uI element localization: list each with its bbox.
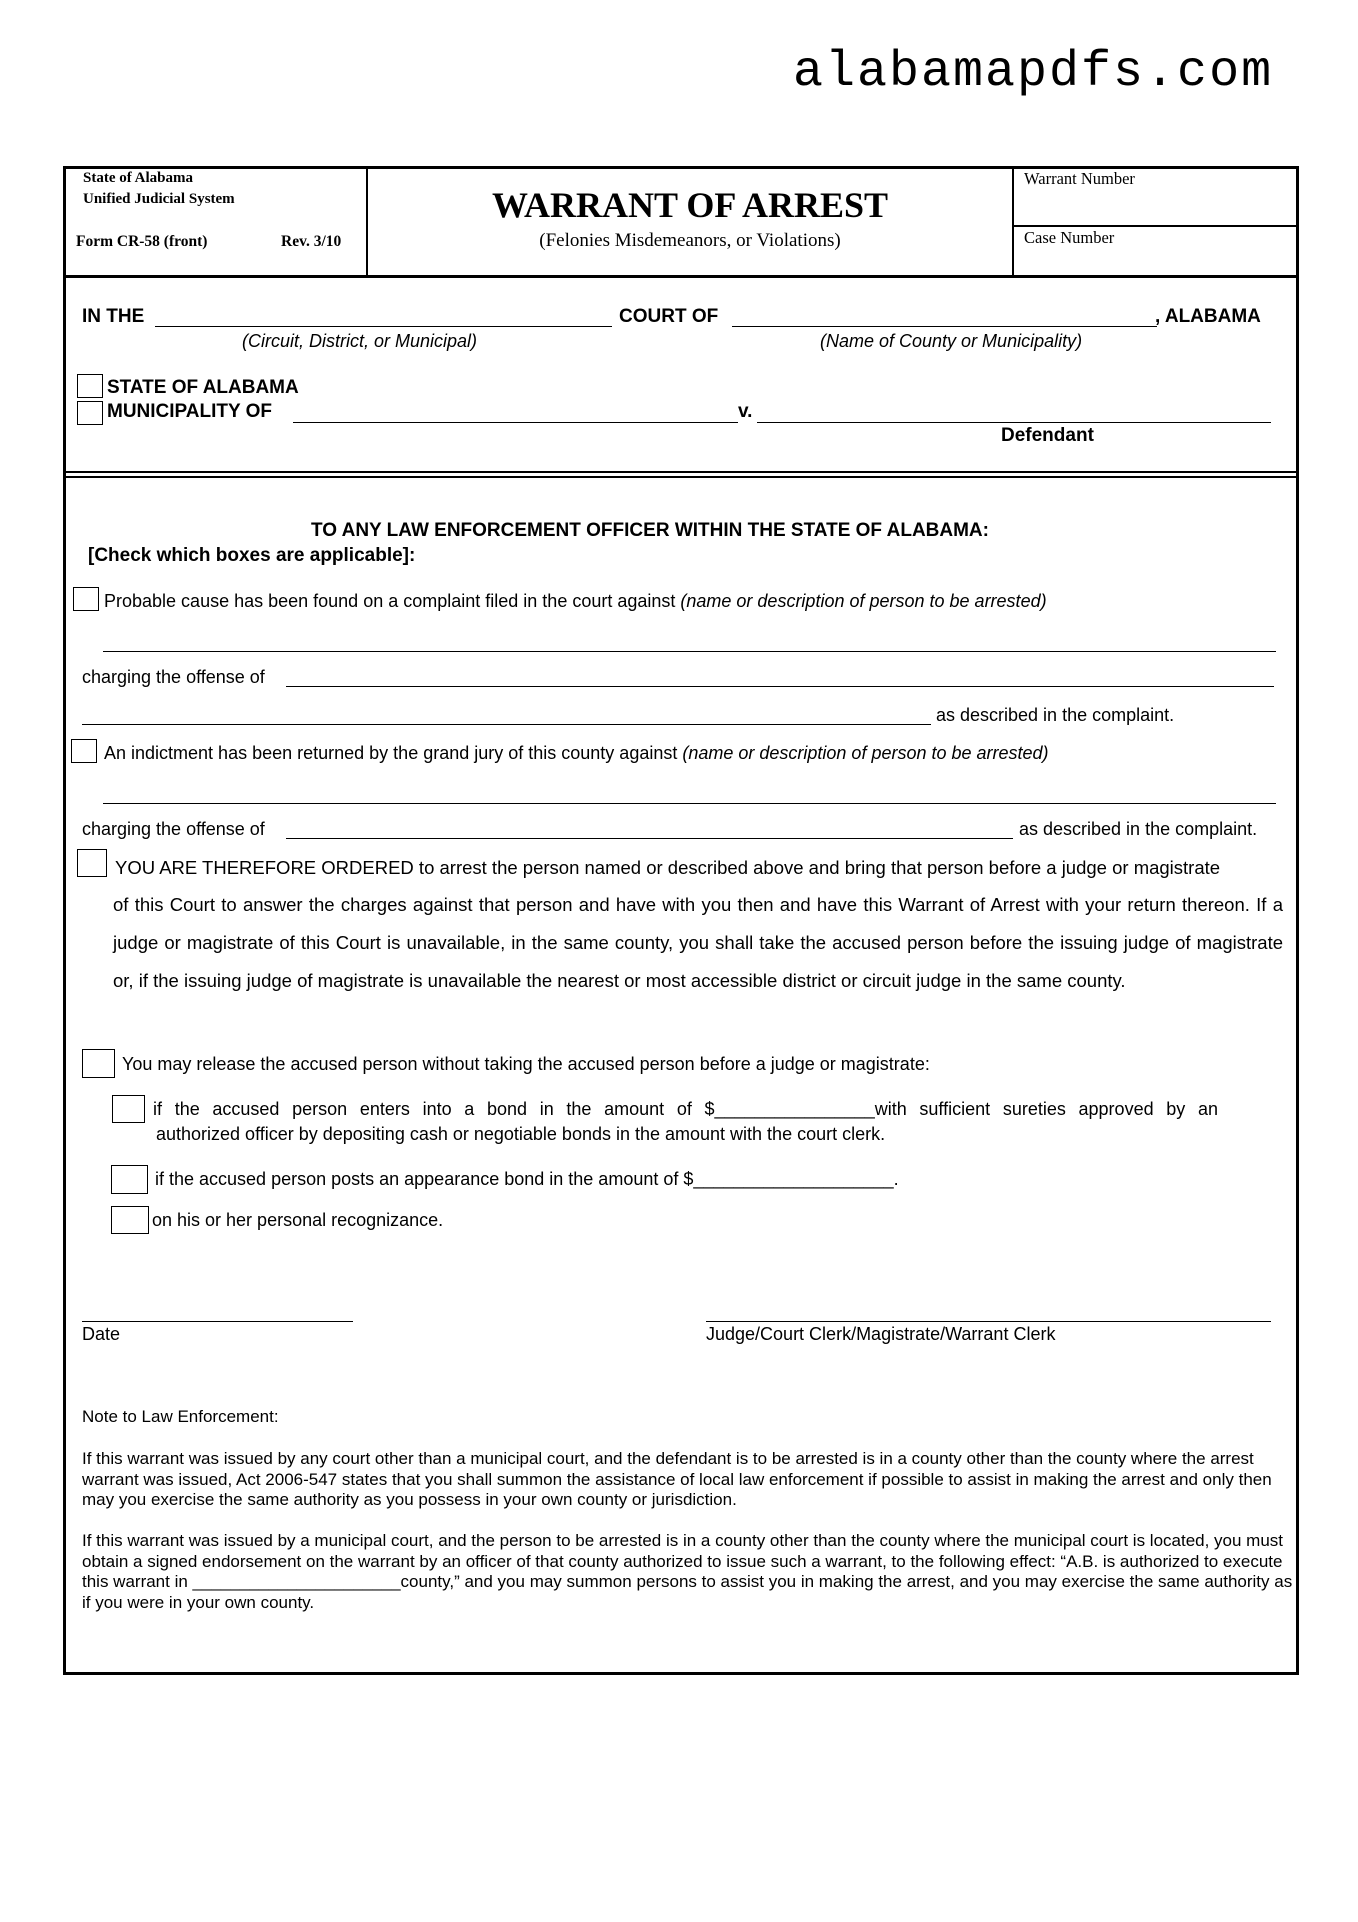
warrant-number-label: Warrant Number [1024,169,1135,188]
note-paragraph-1: If this warrant was issued by any court other than a municipal court, and the defendant is to be arrested is in a county other than the county where the arrest warrant was issued, Act 2006-547 states that you shall summon the assistance of local law enforcement if possible to assist in making the arrest and only then may you exercise the same authority as you possess in your own county or jurisdiction. [82,1449,1272,1509]
section-divider-2 [63,476,1299,478]
as-described-label: as described in the complaint. [936,705,1175,725]
court-of-label: COURT OF [619,306,719,327]
bond-line-1: if the accused person enters into a bond in the amount of $________________with sufficient sureties approved by an [153,1099,1218,1119]
indictment-hint: (name or description of person to be arrested) [682,743,1049,763]
appearance-bond-checkbox[interactable] [111,1165,148,1194]
county-line[interactable] [732,326,1157,327]
indictment-text [104,743,1049,764]
bond-line-2: authorized officer by depositing cash or negotiable bonds in the amount with the court clerk. [156,1124,886,1144]
versus-label: v. [738,401,753,422]
section-divider-1 [63,471,1299,473]
note-paragraph-2: If this warrant was issued by a municipal court, and the person to be arrested is in a county other than the county where the municipal court is located, you must obtain a signed endorsement on the warrant by an officer of that county authorized to issue such a warrant, to the following effect: “A.B. is authorized to execute this warrant in ______________________county,” and you may summon persons to assist you in making the arrest, and you may exercise the same authority as if you were in your own county. [82,1531,1293,1612]
charging-offense-label-2: charging the offense of [82,819,265,839]
ordered-line-1: YOU ARE THEREFORE ORDERED to arrest the person named or described above and bring that person before a judge or magistrate [115,857,1221,878]
state-option-label: STATE OF ALABAMA [107,377,299,398]
body-heading: TO ANY LAW ENFORCEMENT OFFICER WITHIN THE STATE OF ALABAMA: [311,520,989,541]
probable-cause-label: Probable cause has been found on a complaint filed in the court against [104,591,681,611]
date-label: Date [82,1324,121,1344]
in-the-label: IN THE [82,306,145,327]
municipality-line[interactable] [293,422,738,423]
indictment-person-line[interactable] [103,803,1276,804]
state-checkbox[interactable] [77,374,103,398]
rev-label: Rev. 3/10 [281,233,342,250]
signature-line[interactable] [706,1321,1271,1322]
case-number-label: Case Number [1024,228,1115,247]
check-note: [Check which boxes are applicable]: [88,545,416,566]
bond-checkbox[interactable] [112,1095,145,1123]
probable-cause-text [104,591,1047,612]
court-type-hint: (Circuit, District, or Municipal) [242,331,478,351]
offense-line-1[interactable] [286,686,1274,687]
state-label: State of Alabama [83,170,193,186]
system-label: Unified Judicial System [83,191,235,207]
as-described-label-2: as described in the complaint. [1019,819,1258,839]
ordered-paragraph: of this Court to answer the charges against that person and have with you then and have this Warrant of Arrest with your return thereon. If a judge or magistrate of this Court is unavailable, in the same county, you shall take the accused person before the issuing judge of magistrate or, if the issuing judge of magistrate is unavailable the nearest or most accessible district or circuit judge in the same county. [113,894,1283,991]
header-divider-right [1012,166,1014,276]
municipality-checkbox[interactable] [77,401,103,425]
defendant-line[interactable] [757,422,1271,423]
appearance-bond-label: if the accused person posts an appearance bond in the amount of $____________________. [155,1169,899,1189]
recognizance-checkbox[interactable] [111,1206,149,1234]
probable-cause-hint: (name or description of person to be arrested) [680,591,1047,611]
defendant-label: Defendant [1001,425,1094,446]
ordered-checkbox[interactable] [77,849,107,877]
form-title: WARRANT OF ARREST [491,185,889,225]
probable-cause-checkbox[interactable] [73,587,99,611]
municipality-option-label: MUNICIPALITY OF [107,401,273,422]
indictment-label: An indictment has been returned by the grand jury of this county against [104,743,683,763]
header-bottom-line [63,275,1299,278]
charging-offense-label: charging the offense of [82,667,265,687]
watermark: alabamapdfs.com [793,44,1274,101]
form-subtitle: (Felonies Misdemeanors, or Violations) [539,230,841,251]
release-checkbox[interactable] [82,1049,115,1078]
offense-line-2[interactable] [82,724,931,725]
county-hint: (Name of County or Municipality) [820,331,1083,351]
note-title: Note to Law Enforcement: [82,1407,279,1426]
indictment-checkbox[interactable] [71,739,97,763]
release-label: You may release the accused person without taking the accused person before a judge or magistrate: [122,1054,930,1074]
probable-cause-person-line[interactable] [103,651,1276,652]
date-line[interactable] [82,1321,353,1322]
warrant-case-divider [1012,225,1299,227]
court-type-line[interactable] [155,326,612,327]
form-label: Form CR-58 (front) [76,233,208,250]
offense-line-3[interactable] [286,838,1013,839]
alabama-label: , ALABAMA [1155,306,1261,327]
signer-label: Judge/Court Clerk/Magistrate/Warrant Clerk [706,1324,1056,1344]
recognizance-label: on his or her personal recognizance. [152,1210,444,1230]
